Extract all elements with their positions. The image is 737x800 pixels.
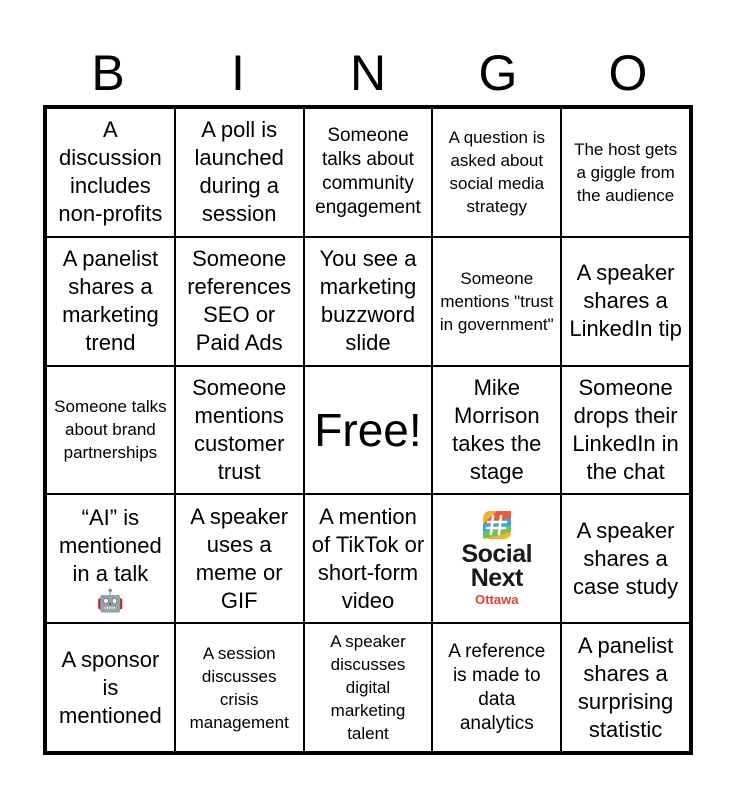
bingo-cell-text: You see a marketing buzzword slide	[319, 246, 417, 356]
header-letter-n: N	[349, 45, 387, 101]
social-next-logo	[461, 510, 532, 608]
bingo-cell[interactable]	[304, 623, 433, 752]
logo-text-line1: Social	[461, 539, 533, 568]
bingo-cell-text: A speaker discusses digital marketing talent	[330, 632, 406, 744]
bingo-cell-text: A panelist shares a surprising statistic	[577, 632, 674, 742]
bingo-cell[interactable]	[46, 237, 175, 366]
bingo-cell-text: A discussion includes non-profits	[58, 117, 163, 227]
header-letter-i: I	[231, 45, 245, 101]
bingo-cell-text: A panelist shares a marketing trend	[62, 246, 159, 356]
bingo-cell-text: Mike Morrison takes the stage	[452, 374, 542, 484]
bingo-cell-text: A question is asked about social media strategy	[448, 128, 545, 217]
bingo-cell-text: A speaker shares a LinkedIn tip	[569, 260, 682, 342]
bingo-cell[interactable]	[46, 494, 175, 623]
bingo-cell-text: Someone talks about brand partnerships	[54, 397, 167, 463]
bingo-cell[interactable]	[175, 623, 304, 752]
bingo-cell-content	[311, 245, 426, 357]
logo-city: Ottawa	[475, 591, 519, 607]
bingo-cell-content	[314, 403, 422, 456]
bingo-cell[interactable]	[432, 623, 561, 752]
bingo-cell[interactable]	[304, 108, 433, 237]
bingo-cell-text: Someone mentions customer trust	[192, 374, 287, 484]
bingo-cell-text: A session discusses crisis management	[189, 643, 289, 732]
bingo-cell-content	[311, 124, 426, 220]
bingo-cell[interactable]	[175, 108, 304, 237]
bingo-cell-text: A reference is made to data analytics	[448, 640, 546, 734]
bingo-cell[interactable]	[304, 237, 433, 366]
bingo-cell[interactable]	[432, 237, 561, 366]
bingo-cell[interactable]	[304, 366, 433, 495]
bingo-cell-text: Someone references SEO or Paid Ads	[187, 246, 292, 356]
bingo-cell-content	[568, 632, 683, 744]
bingo-cell-text: “AI” is mentioned in a talk	[59, 504, 162, 586]
bingo-cell-content	[568, 259, 683, 343]
bingo-cell-text: The host gets a giggle from the audience	[574, 139, 678, 205]
bingo-cell[interactable]	[175, 237, 304, 366]
bingo-cell-content	[311, 503, 426, 615]
bingo-cell-text: A sponsor is mentioned	[59, 646, 162, 728]
robot-icon: 🤖	[96, 587, 125, 613]
bingo-cell-content	[182, 245, 297, 357]
header-letter-g: G	[478, 45, 518, 101]
bingo-cell-content	[53, 395, 168, 464]
bingo-cell-content	[311, 630, 426, 745]
bingo-cell-text: Someone talks about community engagement	[315, 125, 421, 219]
bingo-cell-content	[182, 503, 297, 615]
bingo-cell-content	[53, 116, 168, 228]
bingo-cell[interactable]	[561, 366, 690, 495]
bingo-cell-content	[53, 245, 168, 357]
bingo-cell-content	[439, 640, 554, 736]
bingo-cell[interactable]	[561, 623, 690, 752]
bingo-cell-text: A speaker uses a meme or GIF	[190, 503, 289, 613]
bingo-cell-content	[568, 138, 683, 207]
bingo-cell[interactable]	[432, 366, 561, 495]
bingo-cell-content	[182, 374, 297, 486]
bingo-cell-content	[439, 374, 554, 486]
bingo-cell-content	[568, 517, 683, 601]
bingo-cell[interactable]	[304, 494, 433, 623]
bingo-cell-logo[interactable]	[432, 494, 561, 623]
bingo-cell[interactable]	[46, 623, 175, 752]
bingo-cell[interactable]	[175, 366, 304, 495]
bingo-cell-text: A poll is launched during a session	[194, 117, 284, 227]
bingo-cell-text: Someone drops their LinkedIn in the chat	[572, 374, 679, 484]
bingo-cell-content	[182, 116, 297, 228]
hashtag-logo-icon	[482, 510, 512, 540]
bingo-cell-content	[182, 642, 297, 734]
bingo-cell[interactable]	[561, 108, 690, 237]
bingo-cell-content	[53, 646, 168, 730]
bingo-board	[43, 105, 693, 755]
bingo-cell-content	[439, 267, 554, 336]
bingo-cell-content	[53, 504, 168, 614]
bingo-cell[interactable]	[432, 108, 561, 237]
bingo-cell-content	[439, 126, 554, 218]
header-letter-b: B	[91, 45, 125, 101]
header-letter-o: O	[608, 45, 648, 101]
logo-text-line2: Next	[470, 563, 523, 592]
bingo-cell[interactable]	[46, 108, 175, 237]
bingo-cell[interactable]	[46, 366, 175, 495]
bingo-cell[interactable]	[561, 237, 690, 366]
free-space-label: Free!	[314, 403, 422, 456]
bingo-cell-content	[568, 374, 683, 486]
bingo-cell-text: A mention of TikTok or short-form video	[311, 503, 425, 613]
bingo-cell[interactable]	[175, 494, 304, 623]
bingo-cell-text: A speaker shares a case study	[573, 517, 679, 599]
bingo-header	[43, 44, 693, 102]
bingo-cell-text: Someone mentions "trust in government"	[439, 268, 554, 334]
bingo-cell[interactable]	[561, 494, 690, 623]
